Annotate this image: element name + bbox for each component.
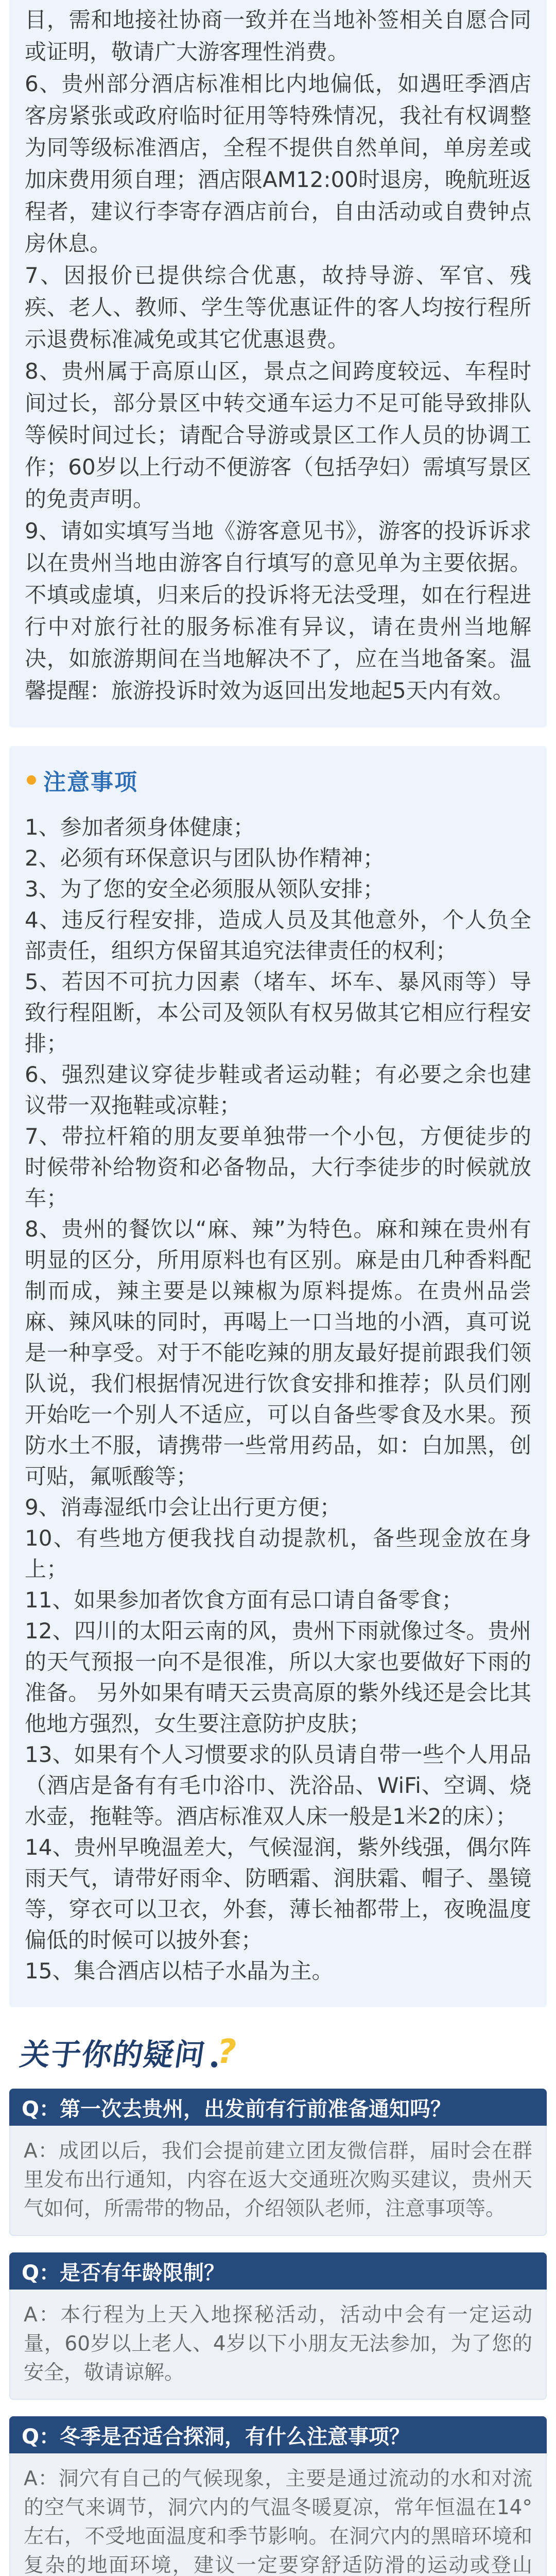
precautions-list	[25, 812, 531, 1987]
precaution-item: 2、必须有环保意识与团队协作精神；	[25, 845, 385, 871]
faq-header	[9, 2030, 547, 2074]
precautions-panel	[9, 746, 547, 2007]
precaution-item: 5、若因不可抗力因素（堵车、坏车、暴风雨等）导致行程阻断，本公司及领队有权另做其它相应行程安排；	[25, 969, 531, 1056]
notes-paragraph: 目，需和地接社协商一致并在当地补签相关自愿合同或证明，敬请广大游客理性消费。	[25, 7, 531, 64]
notes-panel	[9, 0, 547, 727]
precaution-item: 15、集合酒店以桔子水晶为主。	[25, 1958, 334, 1984]
notes-paragraph: 7、因报价已提供综合优惠，故持导游、军官、残疾、老人、教师、学生等优惠证件的客人均按行程所示退费标准减免或其它优惠退费。	[25, 263, 531, 352]
precaution-item: 8、贵州的餐饮以“麻、辣”为特色。麻和辣在贵州有明显的区分，所用原料也有区别。麻是由几种香料配制而成，辣主要是以辣椒为原料提炼。在贵州品尝麻、辣风味的同时，再喝上一口当地的小酒，真可说是一种享受。对于不能吃辣的朋友最好提前跟我们领队说，我们根据情况进行饮食安排和推荐；队员们刚开始吃一个别人不适应，可以自备些零食及水果。预防水土不服，请携带一些常用药品，如：白加黑，创可贴，氟哌酸等；	[25, 1216, 531, 1489]
precautions-title: 注意事项	[43, 769, 138, 795]
faq-question: Q：是否有年龄限制？	[22, 2261, 225, 2285]
precaution-item: 6、强烈建议穿徒步鞋或者运动鞋；有必要之余也建议带一双拖鞋或凉鞋；	[25, 1062, 531, 1118]
precaution-item: 12、四川的太阳云南的风，贵州下雨就像过冬。贵州的天气预报一向不是很准，所以大家也要做好下雨的准备。 另外如果有晴天云贵高原的紫外线还是会比其他地方强烈，女生要注意防护皮肤；	[25, 1618, 531, 1736]
precaution-item: 13、如果有个人习惯要求的队员请自带一些个人用品（酒店是备有有毛巾浴巾、洗浴品、WiFi、空调、烧水壶，拖鞋等。酒店标准双人床一般是1米2的床）；	[25, 1742, 531, 1829]
faq-title: 关于你的疑问	[18, 2037, 208, 2072]
faq-item	[9, 2252, 547, 2400]
faq-question-bar	[9, 2416, 547, 2453]
precaution-item: 3、为了您的安全必须服从领队安排；	[25, 876, 385, 902]
precaution-item: 14、贵州早晚温差大，气候湿润，紫外线强，偶尔阵雨天气，请带好雨伞、防晒霜、润肤霜、帽子、墨镜等，穿衣可以卫衣，外套，薄长袖都带上，夜晚温度偏低的时候可以披外套；	[25, 1835, 531, 1953]
precaution-item: 7、带拉杆箱的朋友要单独带一个小包，方便徒步的时候带补给物资和必备物品，大行李徒步的时候就放车；	[25, 1124, 531, 1211]
faq-answer-box	[9, 2126, 547, 2236]
faq-answer: A：洞穴有自己的气候现象，主要是通过流动的水和对流的空气来调节，洞穴内的气温冬暖夏凉，常年恒温在14°左右，不受地面温度和季节影响。在洞穴内的黑暗环境和复杂的地面环境，建议一定要穿舒适防滑的运动或登山	[24, 2467, 532, 2576]
precaution-item: 1、参加者须身体健康；	[25, 815, 255, 840]
notes-paragraph: 6、贵州部分酒店标准相比内地偏低，如遇旺季酒店客房紧张或政府临时征用等特殊情况，我社有权调整为同等级标准酒店，全程不提供自然单间，单房差或加床费用须自理；酒店限AM12:00时退房，晚航班返程者，建议行李寄存酒店前台，自由活动或自费钟点房休息。	[25, 71, 532, 256]
question-mark-icon	[210, 2031, 243, 2073]
precaution-item: 10、有些地方便我找自动提款机，备些现金放在身上；	[25, 1526, 531, 1582]
orange-dot-icon	[27, 775, 36, 785]
faq-list	[0, 2089, 556, 2576]
notes-paragraph: 8、贵州属于高原山区，景点之间跨度较远、车程时间过长，部分景区中转交通车运力不足可能导致排队等候时间过长；请配合导游或景区工作人员的协调工作；60岁以上行动不便游客（包括孕妇）需填写景区的免责声明。	[25, 359, 531, 512]
faq-question: Q：冬季是否适合探洞，有什么注意事项？	[22, 2425, 410, 2449]
precaution-item: 4、违反行程安排，造成人员及其他意外，个人负全部责任，组织方保留其追究法律责任的权利；	[25, 907, 531, 963]
notes-paragraph: 9、请如实填写当地《游客意见书》，游客的投诉诉求以在贵州当地由游客自行填写的意见单为主要依据。不填或虚填，归来后的投诉将无法受理，如在行程进行中对旅行社的服务标准有异议，请在贵州当地解决，如旅游期间在当地解决不了，应在当地备案。温馨提醒：旅游投诉时效为返回出发地起5天内有效。	[25, 518, 531, 703]
precaution-item: 9、消毒湿纸巾会让出行更方便；	[25, 1495, 341, 1520]
faq-answer: A：本行程为上天入地探秘活动，活动中会有一定运动量，60岁以上老人、4岁以下小朋友无法参加，为了您的安全，敬请谅解。	[24, 2303, 532, 2384]
faq-question-bar	[9, 2252, 547, 2290]
faq-answer: A：成团以后，我们会提前建立团友微信群，届时会在群里发布出行通知，内容在返大交通班次购买建议，贵州天气如何，所需带的物品，介绍领队老师，注意事项等。	[24, 2140, 532, 2221]
faq-item	[9, 2089, 547, 2236]
faq-answer-box	[9, 2290, 547, 2400]
precaution-item: 11、如果参加者饮食方面有忌口请自备零食；	[25, 1587, 463, 1613]
faq-item	[9, 2416, 547, 2576]
faq-question-bar	[9, 2089, 547, 2126]
faq-answer-box	[9, 2453, 547, 2576]
faq-question: Q：第一次去贵州，出发前有行前准备通知吗？	[22, 2097, 451, 2121]
precautions-header	[25, 766, 531, 794]
